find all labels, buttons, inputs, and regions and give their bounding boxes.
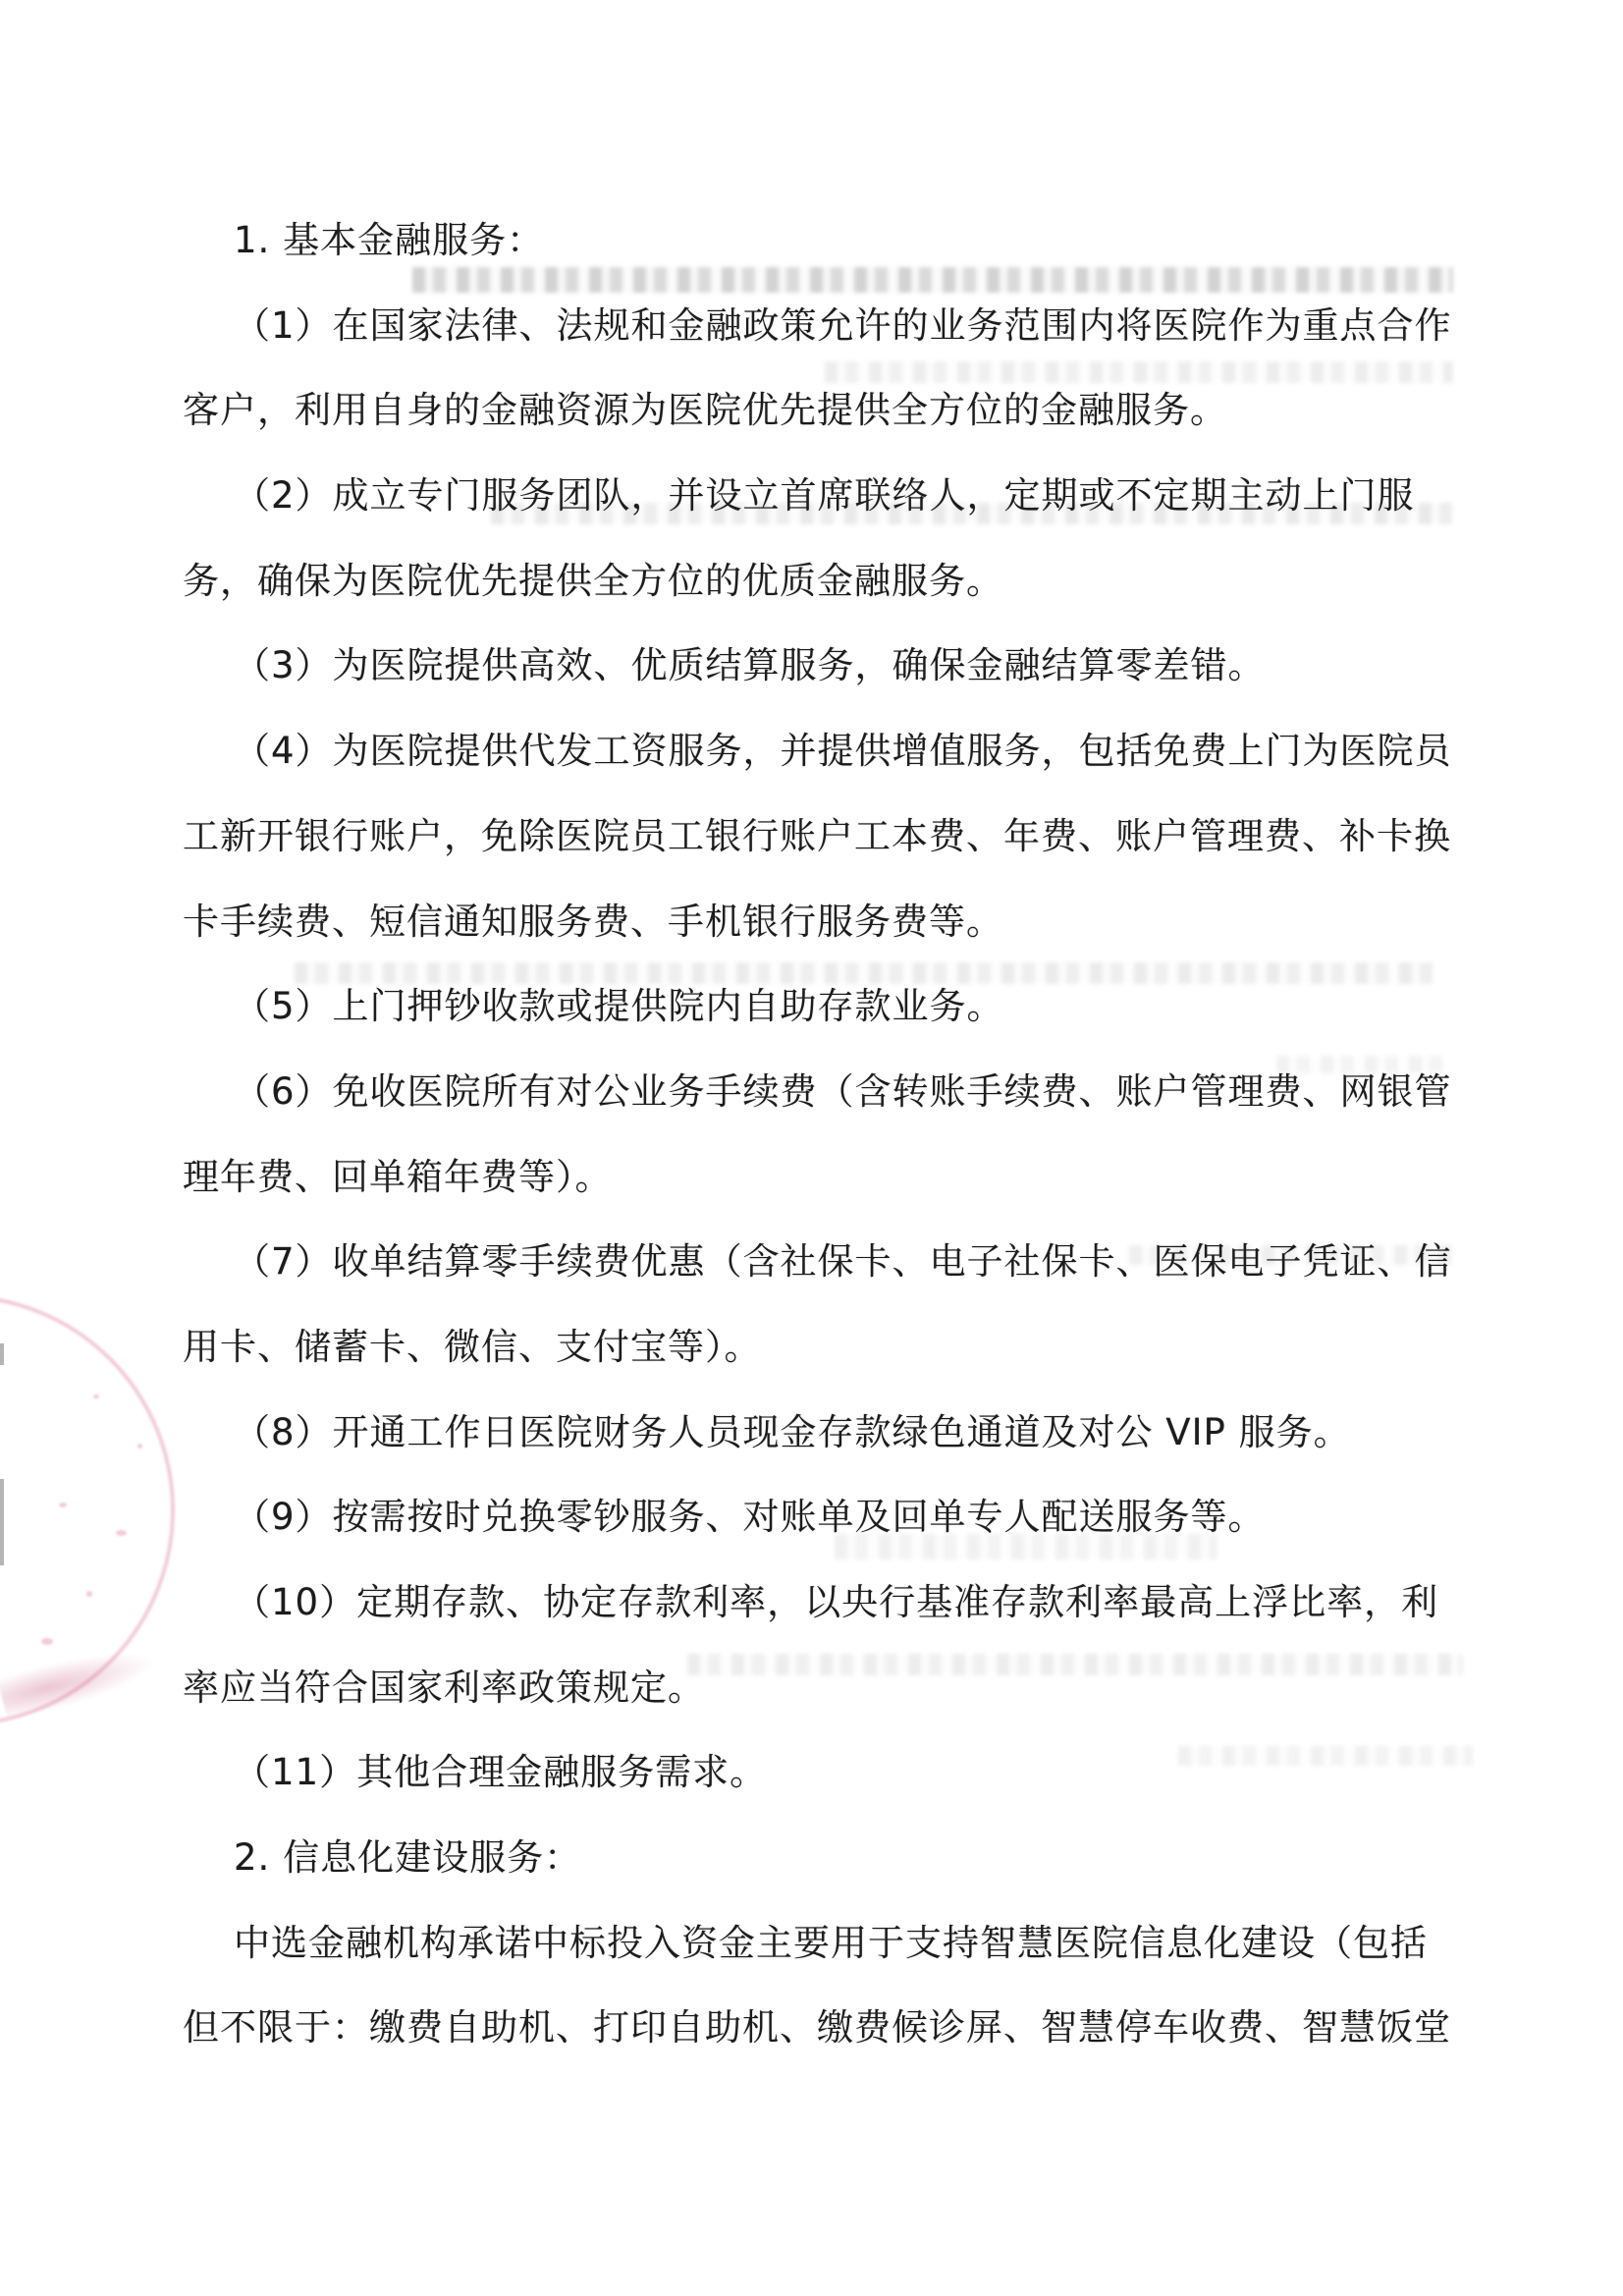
text-line: （2）成立专门服务团队，并设立首席联络人，定期或不定期主动上门服 [234,474,1415,518]
text-line: （1）在国家法律、法规和金融政策允许的业务范围内将医院作为重点合作 [234,303,1452,347]
text-line: （6）免收医院所有对公业务手续费（含转账手续费、账户管理费、网银管 [234,1069,1452,1113]
scan-edge-artifact [0,1343,4,1365]
red-seal-speckle [86,1591,92,1597]
red-seal-speckle [41,1638,53,1645]
text-line: 卡手续费、短信通知服务费、手机银行服务费等。 [183,900,1003,943]
text-line: 理年费、回单箱年费等）。 [183,1155,613,1198]
red-seal-speckle [59,1503,67,1507]
text-line: 率应当符合国家利率政策规定。 [183,1666,705,1709]
red-seal-speckle [116,1530,127,1536]
text-line: 中选金融机构承诺中标投入资金主要用于支持智慧医院信息化建设（包括 [234,1921,1428,1964]
text-line: （11）其他合理金融服务需求。 [234,1751,768,1794]
text-line: （7）收单结算零手续费优惠（含社保卡、电子社保卡、医保电子凭证、信 [234,1240,1452,1284]
text-line: 2. 信息化建设服务： [234,1836,582,1880]
text-line: 1. 基本金融服务： [234,219,545,261]
text-line: （8）开通工作日医院财务人员现金存款绿色通道及对公 VIP 服务。 [234,1410,1351,1453]
text-line: 务，确保为医院优先提供全方位的优质金融服务。 [183,559,1003,602]
text-line: 用卡、储蓄卡、微信、支付宝等）。 [183,1325,762,1368]
text-line: （9）按需按时兑换零钞服务、对账单及回单专人配送服务等。 [234,1496,1266,1539]
red-seal-speckle [93,1394,99,1398]
scan-edge-artifact [0,1479,4,1565]
document-body [183,198,1577,2071]
text-line: （3）为医院提供高效、优质结算服务，确保金融结算零差错。 [234,644,1266,687]
red-seal-speckle [137,1444,142,1449]
text-line: （5）上门押钞收款或提供院内自助存款业务。 [234,985,1004,1028]
text-line: 工新开银行账户，免除医院员工银行账户工本费、年费、账户管理费、补卡换 [183,814,1451,857]
text-line: 客户，利用自身的金融资源为医院优先提供全方位的金融服务。 [183,389,1227,432]
text-line: （10）定期存款、协定存款利率，以央行基准存款利率最高上浮比率，利 [234,1581,1439,1623]
text-line: （4）为医院提供代发工资服务，并提供增值服务，包括免费上门为医院员 [234,730,1452,773]
text-line: 但不限于：缴费自助机、打印自助机、缴费候诊屏、智慧停车收费、智慧饭堂 [183,2006,1451,2050]
